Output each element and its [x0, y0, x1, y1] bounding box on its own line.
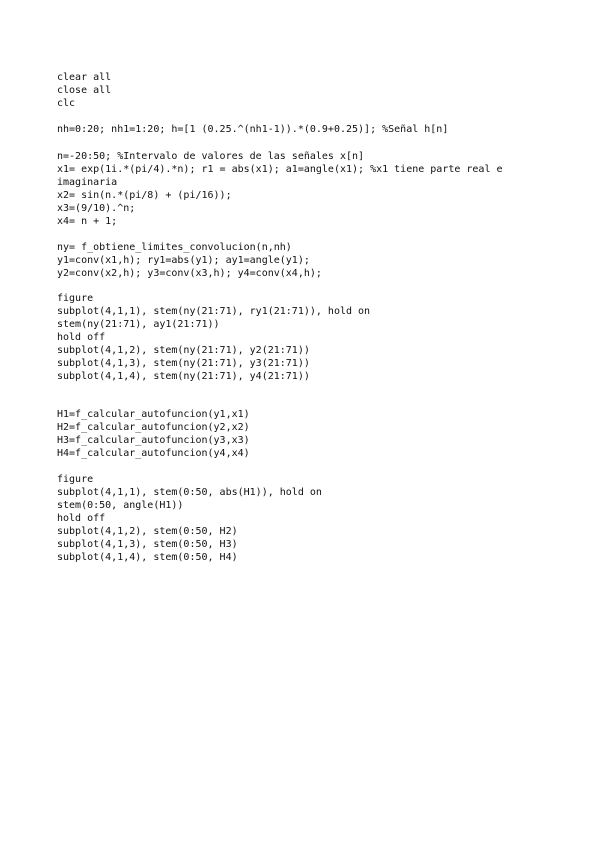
code-line: hold off [57, 332, 106, 343]
code-line: H4=f_calcular_autofuncion(y4,x4) [57, 448, 250, 459]
code-line: subplot(4,1,3), stem(0:50, H3) [57, 539, 238, 550]
code-line: x4= n + 1; [57, 216, 118, 227]
code-line: clc [57, 98, 76, 109]
code-line: subplot(4,1,1), stem(ny(21:71), ry1(21:71)), hold on [57, 306, 371, 317]
code-block-clear [57, 71, 557, 110]
code-line: subplot(4,1,3), stem(ny(21:71), y3(21:71)) [57, 358, 310, 369]
code-line: H2=f_calcular_autofuncion(y2,x2) [57, 422, 250, 433]
code-line: clear all [57, 72, 112, 83]
code-block-filter-definition [57, 123, 557, 136]
code-line: subplot(4,1,2), stem(ny(21:71), y2(21:71)) [57, 345, 310, 356]
code-block-plot-outputs [57, 292, 557, 383]
code-line: figure [57, 474, 94, 485]
code-block-convolution [57, 241, 557, 280]
code-block-eigenfunctions [57, 408, 557, 460]
code-block-plot-eigenvalues [57, 473, 557, 564]
code-line: H3=f_calcular_autofuncion(y3,x3) [57, 435, 250, 446]
code-line: x2= sin(n.*(pi/8) + (pi/16)); [57, 190, 232, 201]
code-line: stem(ny(21:71), ay1(21:71)) [57, 319, 220, 330]
code-line: close all [57, 85, 112, 96]
code-line: hold off [57, 513, 106, 524]
code-line: x3=(9/10).^n; [57, 203, 136, 214]
code-line: subplot(4,1,2), stem(0:50, H2) [57, 526, 238, 537]
code-line: subplot(4,1,4), stem(ny(21:71), y4(21:71)) [57, 371, 310, 382]
code-line: y1=conv(x1,h); ry1=abs(y1); ay1=angle(y1); [57, 255, 310, 266]
code-line: x1= exp(1i.*(pi/4).*n); r1 = abs(x1); a1=angle(x1); %x1 tiene parte real e [57, 164, 503, 175]
code-line: H1=f_calcular_autofuncion(y1,x1) [57, 409, 250, 420]
code-line: imaginaria [57, 177, 118, 188]
code-line: n=-20:50; %Intervalo de valores de las señales x[n] [57, 151, 365, 162]
code-line: nh=0:20; nh1=1:20; h=[1 (0.25.^(nh1-1)).*(0.9+0.25)]; %Señal h[n] [57, 124, 449, 135]
code-line: figure [57, 293, 94, 304]
code-line: ny= f_obtiene_limites_convolucion(n,nh) [57, 242, 292, 253]
code-line: y2=conv(x2,h); y3=conv(x3,h); y4=conv(x4,h); [57, 268, 322, 279]
code-block-signal-definitions [57, 150, 557, 228]
code-line: subplot(4,1,4), stem(0:50, H4) [57, 552, 238, 563]
code-line: stem(0:50, angle(H1)) [57, 500, 184, 511]
code-line: subplot(4,1,1), stem(0:50, abs(H1)), hold on [57, 487, 322, 498]
